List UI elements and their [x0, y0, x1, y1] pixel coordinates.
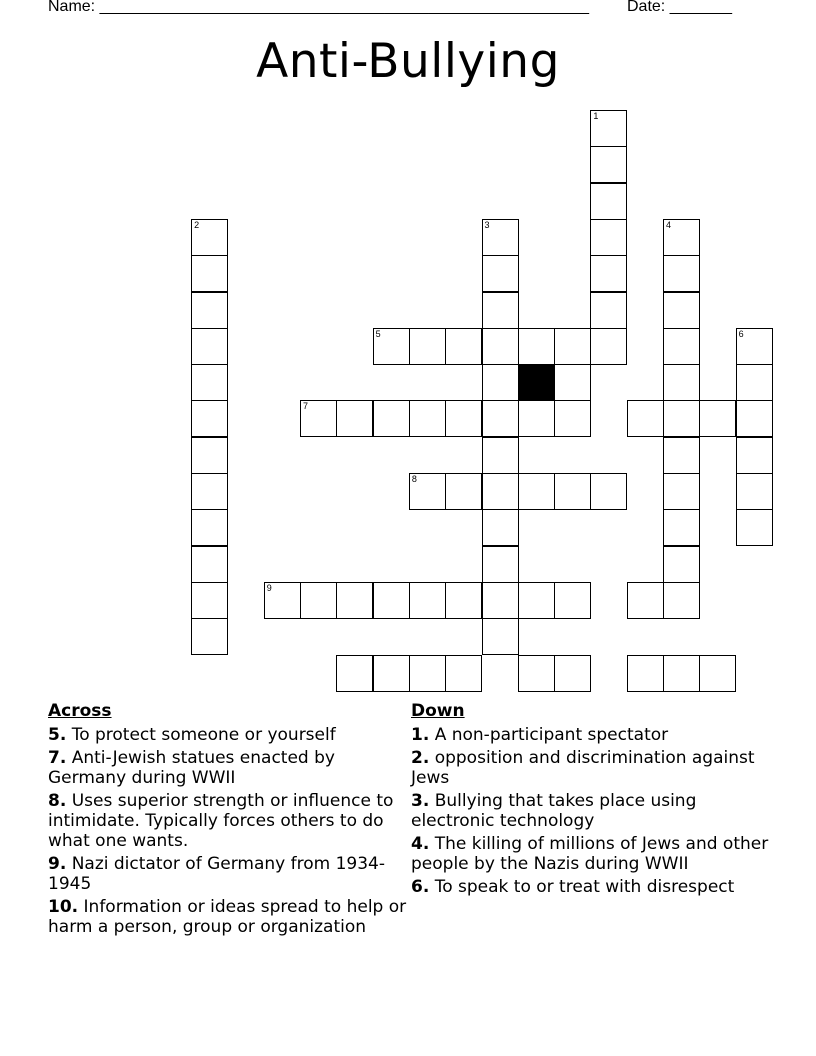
grid-cell[interactable] [409, 400, 446, 437]
grid-cell[interactable] [590, 219, 627, 256]
grid-cell[interactable] [590, 255, 627, 292]
grid-cell[interactable] [518, 400, 555, 437]
grid-cell[interactable] [590, 292, 627, 329]
clue-number-label: 8 [411, 474, 417, 484]
grid-cell[interactable] [663, 655, 700, 692]
clue-number-label: 7 [303, 401, 309, 412]
grid-cell[interactable] [482, 509, 519, 546]
grid-cell[interactable] [663, 509, 700, 546]
grid-cell[interactable] [482, 328, 519, 365]
down-clues [411, 701, 771, 900]
date-field-label: Date: _______ [627, 0, 732, 15]
clue-number: 3. [411, 791, 430, 811]
grid-cell[interactable] [482, 219, 519, 256]
grid-cell[interactable] [736, 437, 773, 474]
grid-cell[interactable] [482, 255, 519, 292]
grid-cell[interactable] [300, 400, 337, 437]
grid-cell[interactable] [191, 255, 228, 292]
grid-cell[interactable] [445, 473, 482, 510]
grid-cell[interactable] [445, 400, 482, 437]
down-clue [411, 791, 771, 831]
grid-cell[interactable] [590, 146, 627, 183]
across-clue [48, 748, 413, 788]
grid-cell[interactable] [736, 509, 773, 546]
grid-cell[interactable] [736, 364, 773, 401]
grid-cell[interactable] [191, 582, 228, 619]
clue-text: To protect someone or yourself [71, 725, 336, 745]
grid-cell[interactable] [554, 473, 591, 510]
grid-cell[interactable] [663, 437, 700, 474]
grid-cell[interactable] [663, 582, 700, 619]
grid-cell[interactable] [300, 582, 337, 619]
across-clue [48, 854, 413, 894]
grid-cell[interactable] [554, 328, 591, 365]
grid-cell[interactable] [445, 655, 482, 692]
clue-number: 6. [411, 877, 430, 897]
down-clue [411, 748, 771, 788]
black-cell [518, 364, 555, 401]
clue-text: A non-participant spectator [434, 725, 669, 745]
grid-cell[interactable] [518, 328, 555, 365]
grid-cell[interactable] [736, 328, 773, 365]
grid-cell[interactable] [663, 219, 700, 256]
clue-text: Uses superior strength or influence to intimidate. Typically forces others to do what one wants. [48, 791, 394, 851]
grid-cell[interactable] [191, 437, 228, 474]
clue-number: 4. [411, 834, 430, 854]
grid-cell[interactable] [482, 364, 519, 401]
clue-number: 1. [411, 725, 430, 745]
grid-cell[interactable] [191, 509, 228, 546]
grid-cell[interactable] [554, 364, 591, 401]
grid-cell[interactable] [191, 292, 228, 329]
grid-cell[interactable] [482, 437, 519, 474]
down-clue [411, 834, 771, 874]
grid-cell[interactable] [627, 582, 664, 619]
clue-text: Anti-Jewish statues enacted by Germany during WWII [48, 748, 335, 788]
grid-cell[interactable] [445, 328, 482, 365]
grid-cell[interactable] [482, 618, 519, 655]
grid-cell[interactable] [554, 655, 591, 692]
grid-cell[interactable] [663, 328, 700, 365]
grid-cell[interactable] [336, 400, 373, 437]
grid-cell[interactable] [482, 473, 519, 510]
clue-number-label: 9 [266, 582, 272, 593]
clue-text: Information or ideas spread to help or harm a person, group or organization [48, 897, 407, 937]
grid-cell[interactable] [518, 655, 555, 692]
clue-number-label: 6 [738, 328, 744, 339]
clue-number-label: 1 [593, 111, 599, 121]
down-clue [411, 877, 771, 897]
grid-cell[interactable] [663, 255, 700, 292]
grid-cell[interactable] [409, 473, 446, 510]
grid-cell[interactable] [191, 400, 228, 437]
grid-cell[interactable] [409, 655, 446, 692]
grid-cell[interactable] [627, 655, 664, 692]
grid-cell[interactable] [373, 400, 410, 437]
grid-cell[interactable] [699, 655, 736, 692]
across-clue [48, 791, 413, 851]
grid-cell[interactable] [482, 400, 519, 437]
grid-cell[interactable] [482, 582, 519, 619]
grid-cell[interactable] [627, 400, 664, 437]
grid-cell[interactable] [518, 473, 555, 510]
grid-cell[interactable] [736, 400, 773, 437]
grid-cell[interactable] [191, 364, 228, 401]
grid-cell[interactable] [590, 328, 627, 365]
across-clues [48, 701, 413, 940]
down-clue [411, 725, 771, 745]
grid-cell[interactable] [699, 400, 736, 437]
clue-number: 7. [48, 748, 67, 768]
grid-cell[interactable] [590, 183, 627, 220]
grid-cell[interactable] [373, 582, 410, 619]
clue-number-label: 3 [484, 219, 490, 230]
clue-text: Bullying that takes place using electronic technology [411, 791, 697, 831]
across-heading: Across [48, 701, 112, 721]
clue-number-label: 2 [194, 219, 200, 230]
clue-text: To speak to or treat with disrespect [434, 877, 735, 897]
clue-text: The killing of millions of Jews and other people by the Nazis during WWII [411, 834, 769, 874]
clue-number: 8. [48, 791, 67, 811]
grid-cell[interactable] [191, 328, 228, 365]
grid-cell[interactable] [445, 582, 482, 619]
grid-cell[interactable] [663, 292, 700, 329]
grid-cell[interactable] [373, 655, 410, 692]
grid-cell[interactable] [736, 473, 773, 510]
clue-number-label: 5 [375, 328, 381, 339]
clue-number: 2. [411, 748, 430, 768]
clue-text: Nazi dictator of Germany from 1934-1945 [48, 854, 385, 894]
clue-number-label: 4 [666, 219, 672, 230]
grid-cell[interactable] [663, 473, 700, 510]
clue-number: 5. [48, 725, 67, 745]
grid-cell[interactable] [264, 582, 301, 619]
down-heading: Down [411, 701, 465, 721]
grid-cell[interactable] [191, 618, 228, 655]
grid-cell[interactable] [191, 473, 228, 510]
grid-cell[interactable] [590, 473, 627, 510]
grid-cell[interactable] [554, 400, 591, 437]
clue-number: 10. [48, 897, 79, 917]
grid-cell[interactable] [482, 292, 519, 329]
grid-cell[interactable] [336, 655, 373, 692]
name-field-label: Name: _______________________________________________________ [48, 0, 589, 15]
grid-cell[interactable] [191, 219, 228, 256]
grid-cell[interactable] [191, 546, 228, 583]
clue-text: opposition and discrimination against Jews [411, 748, 755, 788]
grid-cell[interactable] [336, 582, 373, 619]
clue-number: 9. [48, 854, 67, 874]
grid-cell[interactable] [663, 364, 700, 401]
puzzle-title: Anti-Bullying [256, 34, 560, 89]
across-clue [48, 725, 413, 745]
grid-cell[interactable] [663, 400, 700, 437]
grid-cell[interactable] [482, 546, 519, 583]
grid-cell[interactable] [663, 546, 700, 583]
grid-cell[interactable] [590, 110, 627, 147]
grid-cell[interactable] [554, 582, 591, 619]
grid-cell[interactable] [409, 328, 446, 365]
grid-cell[interactable] [518, 582, 555, 619]
grid-cell[interactable] [409, 582, 446, 619]
grid-cell[interactable] [373, 328, 410, 365]
across-clue [48, 897, 413, 937]
